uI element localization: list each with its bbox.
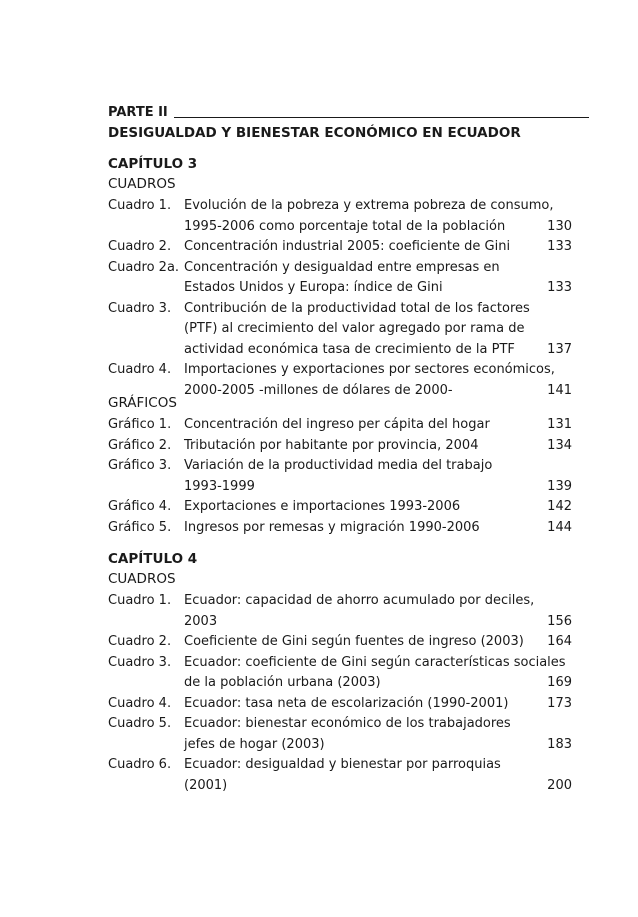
entry-title-line: Ecuador: coeficiente de Gini según características sociales [184,654,566,670]
entry-title-line: (PTF) al crecimiento del valor agregado por rama de [184,321,525,336]
entry-label: Cuadro 3. [108,654,172,670]
entry-label: Gráfico 4. [108,499,172,514]
toc-entry [108,299,572,361]
chapter4-heading: CAPÍTULO 4 [108,551,198,567]
entry-title [184,755,501,796]
entry-title-line: Contribución de la productividad total de los factores [184,300,530,316]
entry-label: Cuadro 3. [108,300,172,316]
entry-page-number: 133 [547,280,572,295]
entry-title-line: Ecuador: desigualdad y bienestar por parroquias [184,757,501,772]
toc-entry [108,653,572,694]
entry-title [184,196,553,237]
toc-entry [108,714,572,755]
part-header [108,104,589,120]
toc-entry [108,196,572,237]
entry-title [184,694,508,715]
entry-page-number: 133 [547,239,572,254]
entry-title [184,415,490,436]
entry-title-line: Tributación por habitante por provincia, 2004 [184,437,479,453]
entry-label: Cuadro 1. [108,198,172,213]
chapter3-heading: CAPÍTULO 3 [108,156,198,172]
entry-title-line: Concentración del ingreso per cápita del hogar [184,417,490,432]
entry-page-number: 156 [547,613,572,629]
toc-entry [108,518,572,539]
part-title: DESIGUALDAD Y BIENESTAR ECONÓMICO EN ECUADOR [108,125,521,141]
entry-label: Cuadro 5. [108,716,172,731]
entry-title-line: de la población urbana (2003) [184,675,381,690]
entry-title-line: Ecuador: tasa neta de escolarización (1990-2001) [184,695,509,711]
entry-page-number: 142 [547,499,572,514]
entry-page-number: 164 [547,634,572,649]
entry-label: Cuadro 4. [108,695,172,711]
chapter4-cuadros-label: CUADROS [108,571,176,587]
toc-entry [108,415,572,436]
entry-page-number: 169 [547,675,572,690]
entry-title-line: Ingresos por remesas y migración 1990-2006 [184,519,480,535]
chapter3-cuadros-label: CUADROS [108,176,176,192]
entry-page-number: 137 [547,341,572,357]
entry-page-number: 144 [547,519,572,535]
entry-title [184,714,511,755]
entry-title-line: jefes de hogar (2003) [184,736,325,752]
toc-entry [108,755,572,796]
entry-title-line: Ecuador: capacidad de ahorro acumulado por deciles, [184,593,535,608]
part-rule [174,117,589,118]
entry-title-line: Importaciones y exportaciones por sectores económicos, [184,362,555,377]
toc-entry [108,632,572,653]
entry-label: Cuadro 2a. [108,259,180,275]
entry-title-line: Ecuador: bienestar económico de los trabajadores [184,716,511,731]
entry-title-line: 2003 [184,613,218,629]
entry-title [184,360,555,401]
toc-entry [108,360,572,401]
entry-label: Cuadro 4. [108,362,172,377]
entry-title-line: Concentración y desigualdad entre empresas en [184,259,500,275]
entry-title-line: Estados Unidos y Europa: índice de Gini [184,280,443,295]
entry-label: Cuadro 2. [108,239,172,254]
entry-title-line: Exportaciones e importaciones 1993-2006 [184,499,461,514]
entry-title-line: 2000-2005 -millones de dólares de 2000- [184,382,453,398]
entry-page-number: 200 [547,777,572,793]
entry-title [184,632,524,653]
entry-label: Gráfico 3. [108,458,172,473]
entry-label: Gráfico 1. [108,417,172,432]
entry-title-line: Evolución de la pobreza y extrema pobreza de consumo, [184,198,554,213]
entry-page-number: 173 [547,695,572,711]
entry-page-number: 130 [547,218,572,234]
entry-label: Cuadro 2. [108,634,172,649]
entry-title [184,518,480,539]
entry-title [184,497,460,518]
entry-title-line: 1993-1999 [184,478,255,494]
entry-title [184,436,478,457]
entry-title [184,258,500,299]
entry-label: Cuadro 1. [108,593,172,608]
entry-page-number: 134 [547,437,572,453]
entry-page-number: 131 [547,417,572,432]
chapter3-graficos-label: GRÁFICOS [108,395,177,411]
entry-title [184,237,510,258]
entry-title [184,456,492,497]
entry-title [184,591,534,632]
entry-title-line: Concentración industrial 2005: coeficiente de Gini [184,239,511,254]
entry-title-line: 1995-2006 como porcentaje total de la población [184,218,506,234]
entry-title-line: Variación de la productividad media del trabajo [184,458,493,473]
toc-entry [108,258,572,299]
toc-entry [108,694,572,715]
entry-label: Cuadro 6. [108,757,172,772]
entry-title-line: (2001) [184,777,228,793]
entry-page-number: 141 [547,382,572,398]
part-label: PARTE II [108,105,168,120]
toc-entry [108,497,572,518]
toc-entry [108,436,572,457]
entry-title [184,299,530,361]
entry-page-number: 183 [547,736,572,752]
entry-title-line: actividad económica tasa de crecimiento de la PTF [184,341,515,357]
entry-title-line: Coeficiente de Gini según fuentes de ingreso (2003) [184,634,524,649]
toc-entry [108,456,572,497]
entry-page-number: 139 [547,478,572,494]
toc-entry [108,237,572,258]
entry-title [184,653,566,694]
toc-entry [108,591,572,632]
entry-label: Gráfico 5. [108,519,172,535]
entry-label: Gráfico 2. [108,437,172,453]
